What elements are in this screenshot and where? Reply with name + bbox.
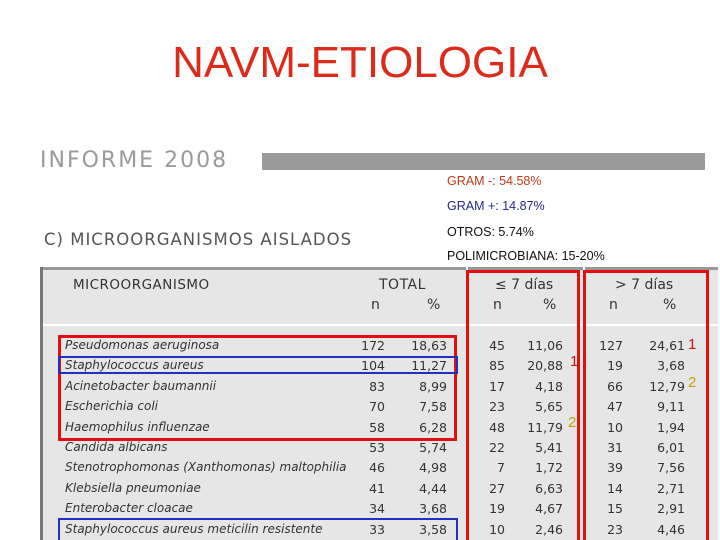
- total-count: 104: [361, 358, 385, 374]
- slide-title: NAVM-ETIOLOGIA: [172, 38, 548, 87]
- total-percent: 18,63: [411, 338, 447, 353]
- total-percent: 4,98: [419, 460, 447, 476]
- early-percent: 4,18: [535, 378, 563, 394]
- early-onset-column-highlight: [466, 270, 580, 540]
- total-percent: 11,27: [411, 358, 447, 374]
- total-count: 172: [361, 338, 385, 353]
- early-count: 85: [489, 358, 505, 374]
- early-percent: 11,06: [527, 338, 563, 353]
- header-le7-pct: %: [543, 297, 557, 313]
- rank-marker-2-early: 2: [568, 414, 577, 431]
- report-year-label: INFORME 2008: [40, 148, 229, 173]
- total-count: 58: [369, 419, 385, 435]
- organism-name: Acinetobacter baumannii: [65, 378, 217, 393]
- early-percent: 5,65: [535, 399, 563, 415]
- total-count: 46: [369, 460, 385, 476]
- organism-name: Candida albicans: [65, 440, 168, 454]
- late-count: 23: [607, 521, 623, 537]
- header-gt7-pct: %: [663, 297, 677, 313]
- late-percent: 9,11: [657, 399, 685, 415]
- organism-name: Staphylococcus aureus: [65, 358, 204, 373]
- late-count: 15: [607, 501, 623, 517]
- total-percent: 5,74: [419, 440, 447, 455]
- late-percent: 4,46: [657, 521, 685, 537]
- late-percent: 2,71: [657, 480, 685, 496]
- late-count: 66: [607, 378, 623, 394]
- organism-name: Enterobacter cloacae: [65, 501, 193, 516]
- header-total: TOTAL: [379, 277, 426, 293]
- early-count: 19: [489, 501, 505, 517]
- header-total-n: n: [371, 297, 380, 313]
- rank-marker-1-late: 1: [688, 336, 697, 353]
- header-gt7-n: n: [609, 297, 618, 313]
- early-percent: 4,67: [535, 501, 563, 517]
- early-percent: 5,41: [535, 440, 563, 455]
- staph-aureus-highlight-box: [58, 356, 458, 374]
- late-percent: 12,79: [649, 378, 685, 394]
- stat-gram-negative: GRAM -: 54.58%: [447, 174, 542, 188]
- total-count: 41: [369, 480, 385, 496]
- early-count: 22: [489, 440, 505, 455]
- late-count: 127: [599, 338, 623, 353]
- stat-otros: OTROS: 5.74%: [447, 225, 534, 239]
- late-count: 31: [607, 440, 623, 455]
- header-total-pct: %: [427, 297, 441, 313]
- early-percent: 6,63: [535, 480, 563, 496]
- gram-negative-highlight-box: [58, 335, 457, 441]
- stat-polimicrobiana: POLIMICROBIANA: 15-20%: [447, 249, 605, 263]
- total-count: 33: [369, 521, 385, 537]
- late-count: 47: [607, 399, 623, 415]
- late-percent: 3,68: [657, 358, 685, 374]
- header-le7-n: n: [493, 297, 502, 313]
- organism-name: Stenotrophomonas (Xanthomonas) maltophilia: [65, 460, 347, 475]
- total-percent: 6,28: [419, 419, 447, 435]
- header-le7-days: ≤ 7 días: [495, 277, 554, 293]
- organism-name: Klebsiella pneumoniae: [65, 480, 201, 495]
- total-percent: 8,99: [419, 378, 447, 394]
- header-organism: MICROORGANISMO: [73, 277, 210, 293]
- early-count: 10: [489, 521, 505, 537]
- rank-marker-1-early: 1: [570, 353, 579, 370]
- early-count: 27: [489, 480, 505, 496]
- mrsa-highlight-box: [58, 518, 458, 540]
- late-percent: 1,94: [657, 419, 685, 435]
- rank-marker-2-late: 2: [688, 374, 697, 391]
- organism-name: Haemophilus influenzae: [65, 419, 210, 434]
- early-percent: 11,79: [527, 419, 563, 435]
- late-count: 14: [607, 480, 623, 496]
- early-percent: 2,46: [535, 521, 563, 537]
- total-count: 83: [369, 378, 385, 394]
- section-heading: C) MICROORGANISMOS AISLADOS: [44, 230, 353, 249]
- early-count: 45: [489, 338, 505, 353]
- stat-gram-positive: GRAM +: 14.87%: [447, 199, 545, 213]
- late-percent: 7,56: [657, 460, 685, 476]
- early-percent: 1,72: [535, 460, 563, 476]
- total-percent: 4,44: [419, 480, 447, 496]
- early-count: 48: [489, 419, 505, 435]
- report-header-bar: [262, 153, 705, 170]
- organism-name: Staphylococcus aureus meticilin resistente: [65, 521, 323, 536]
- organism-name: Pseudomonas aeruginosa: [65, 338, 220, 352]
- total-count: 34: [369, 501, 385, 517]
- total-percent: 3,58: [419, 521, 447, 537]
- late-percent: 2,91: [657, 501, 685, 517]
- total-percent: 3,68: [419, 501, 447, 517]
- total-count: 53: [369, 440, 385, 455]
- late-percent: 6,01: [657, 440, 685, 455]
- organism-name: Escherichia coli: [65, 399, 158, 414]
- early-count: 7: [497, 460, 505, 476]
- early-percent: 20,88: [527, 358, 563, 374]
- late-onset-column-highlight: [583, 270, 709, 540]
- header-gt7-days: > 7 días: [615, 277, 674, 293]
- early-count: 23: [489, 399, 505, 415]
- early-count: 17: [489, 378, 505, 394]
- report-banner: [40, 148, 705, 178]
- late-count: 39: [607, 460, 623, 476]
- late-count: 10: [607, 419, 623, 435]
- late-count: 19: [607, 358, 623, 374]
- total-count: 70: [369, 399, 385, 415]
- total-percent: 7,58: [419, 399, 447, 415]
- late-percent: 24,61: [649, 338, 685, 353]
